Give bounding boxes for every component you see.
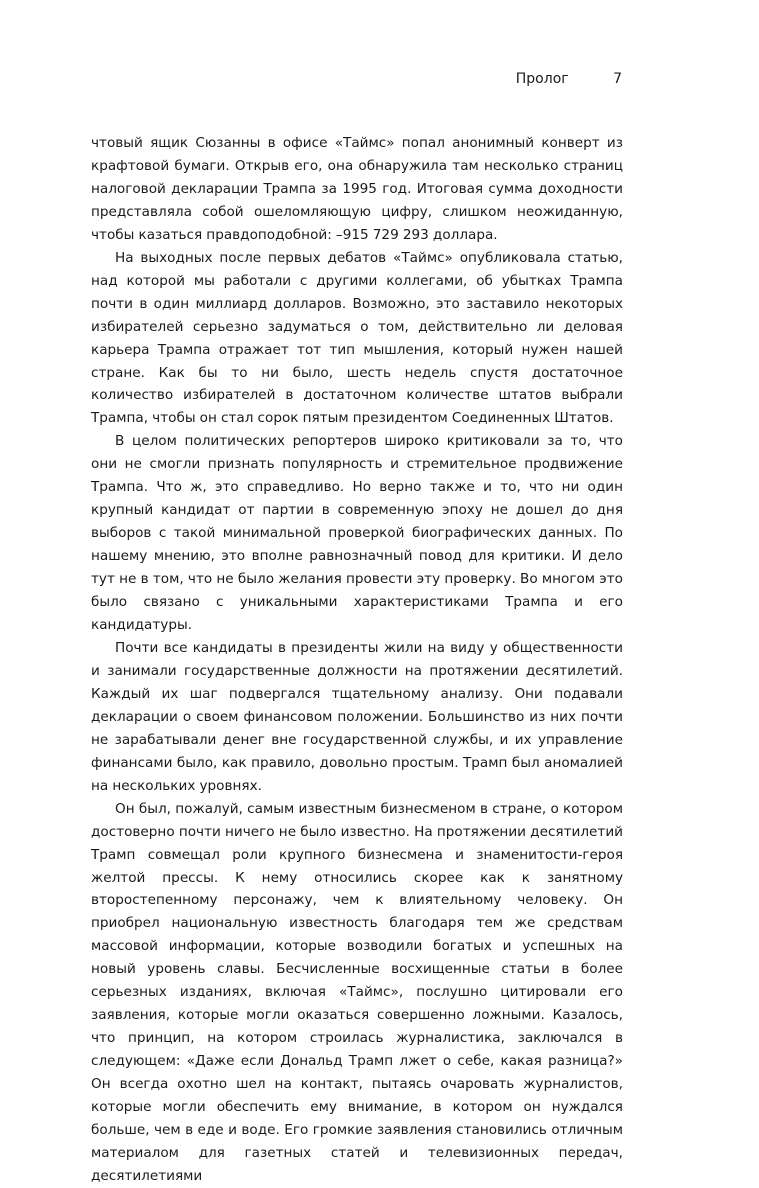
section-title: Пролог	[515, 71, 569, 87]
paragraph-3: В целом политических репортеров широко критиковали за то, что они не смогли признать популярность и стремительное продвижение Трампа. Что ж, это справедливо. Но верно также и то, что ни один крупный кандидат от партии в современную эпоху не дошел до дня выборов с такой минимальной проверкой биографических данных. По нашему мнению, это вполне равнозначный повод для критики. И дело тут не в том, что не было желания провести эту проверку. Во многом это было связано с уникальными характеристиками Трампа и его кандидатуры.	[91, 433, 623, 634]
paragraph-1: чтовый ящик Сюзанны в офисе «Таймс» попал анонимный конверт из крафтовой бумаги. Открыв его, она обнаружила там несколько страниц налоговой декларации Трампа за 1995 год. Итоговая сумма доходности представляла собой ошеломляющую цифру, слишком неожиданную, чтобы казаться правдоподобной: –915 729 293 доллара.	[91, 135, 623, 243]
paragraph-2: На выходных после первых дебатов «Таймс» опубликовала статью, над которой мы работали с другими коллегами, об убытках Трампа почти в один миллиард долларов. Возможно, это заставило некоторых избирателей серьезно задуматься о том, действительно ли деловая карьера Трампа отражает тот тип мышления, который нужен нашей стране. Как бы то ни было, шесть недель спустя достаточное количество избирателей в достаточном количестве штатов выбрали Трампа, чтобы он стал сорок пятым президентом Соединенных Штатов.	[91, 249, 623, 427]
paragraph-5: Он был, пожалуй, самым известным бизнесменом в стране, о котором достоверно почти ничего не было известно. На протяжении десятилетий Трамп совмещал роли крупного бизнесмена и знаменитости-героя желтой прессы. К нему относились скорее как к занятному второстепенному персонажу, чем к влиятельному человеку. Он приобрел национальную известность благодаря тем же средствам массовой информации, которые возводили богатых и успешных на новый уровень славы. Бесчисленные восхищенные статьи в более серьезных изданиях, включая «Таймс», послушно цитировали его заявления, которые могли оказаться совершенно ложными. Казалось, что принцип, на котором строилась журналистика, заключался в следующем: «Даже если Дональд Трамп лжет о себе, какая разница?» Он всегда охотно шел на контакт, пытаясь очаровать журналистов, которые могли обеспечить ему внимание, в котором он нуждался больше, чем в еде и воде. Его громкие заявления становились отличным материалом для газетных статей и телевизионных передач, десятилетиями	[91, 800, 623, 1184]
running-header	[516, 69, 622, 89]
body-text	[91, 132, 623, 1188]
paragraph-4: Почти все кандидаты в президенты жили на виду у общественности и занимали государственные должности на протяжении десятилетий. Каждый их шаг подвергался тщательному анализу. Они подавали декларации о своем финансовом положении. Большинство из них почти не зарабатывали денег вне государственной службы, и их управление финансами было, как правило, довольно простым. Трамп был аномалией на нескольких уровнях.	[91, 639, 623, 794]
page-number: 7	[613, 71, 622, 87]
